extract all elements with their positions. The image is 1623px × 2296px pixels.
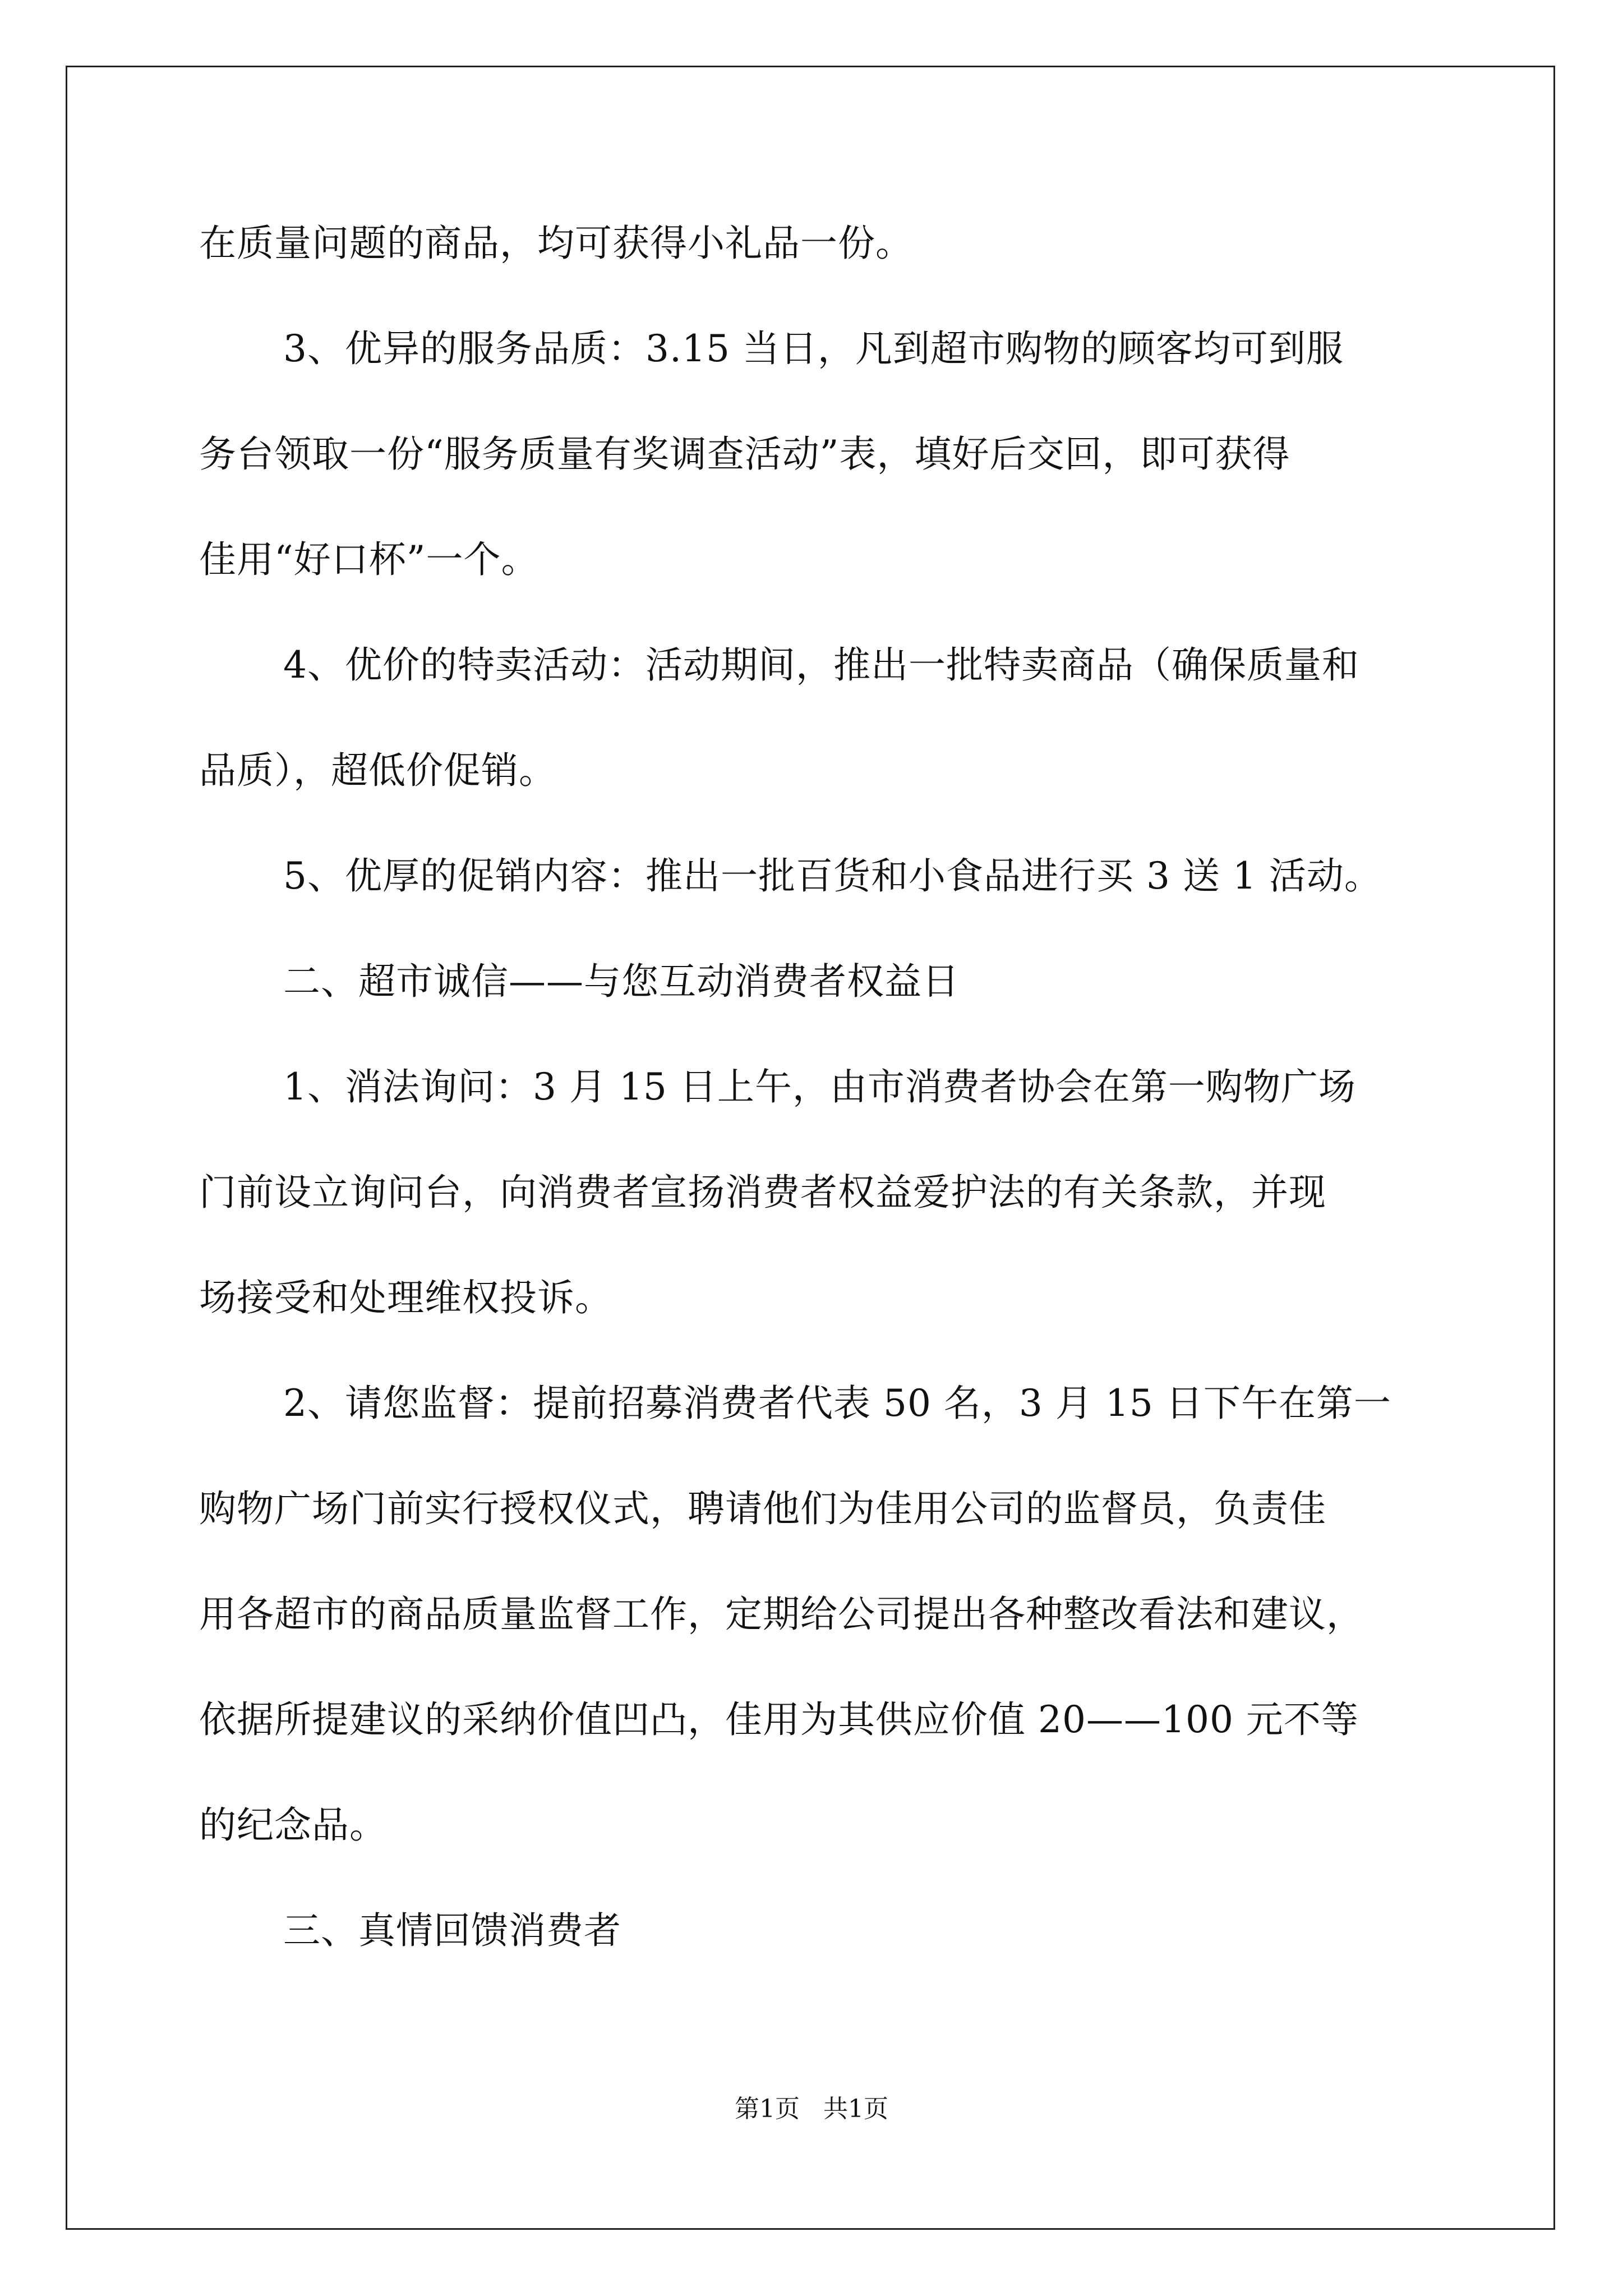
paragraph-line: 1、消法询问：3 月 15 日上午，由市消费者协会在第一购物广场 (283, 1065, 1356, 1108)
paragraph-line: 佳用“好口杯”一个。 (199, 538, 539, 581)
page-footer (0, 2092, 1623, 2126)
paragraph-line: 务台领取一份“服务质量有奖调查活动”表，填好后交回，即可获得 (199, 432, 1290, 476)
paragraph-line: 场接受和处理维权投诉。 (199, 1276, 612, 1319)
paragraph-line: 依据所提建议的采纳价值凹凸，佳用为其供应价值 20——100 元不等 (199, 1698, 1359, 1741)
document-body (199, 191, 1433, 1984)
paragraph-line: 2、请您监督：提前招募消费者代表 50 名，3 月 15 日下午在第一 (283, 1382, 1391, 1425)
paragraph-line: 在质量问题的商品，均可获得小礼品一份。 (199, 222, 913, 265)
paragraph-line: 门前设立询问台，向消费者宣扬消费者权益爱护法的有关条款，并现 (199, 1171, 1326, 1214)
paragraph-line: 4、优价的特卖活动：活动期间，推出一批特卖商品（确保质量和 (283, 643, 1359, 687)
page-number: 第1页 共1页 (735, 2095, 888, 2123)
paragraph-line: 品质），超低价促销。 (199, 749, 556, 792)
paragraph-line: 5、优厚的促销内容：推出一批百货和小食品进行买 3 送 1 活动。 (283, 854, 1382, 898)
section-heading: 三、真情回馈消费者 (283, 1909, 621, 1952)
paragraph-line: 购物广场门前实行授权仪式，聘请他们为佳用公司的监督员，负责佳 (199, 1487, 1326, 1530)
paragraph-line: 用各超市的商品质量监督工作，定期给公司提出各种整改看法和建议， (199, 1593, 1364, 1636)
section-heading: 二、超市诚信——与您互动消费者权益日 (283, 960, 960, 1003)
paragraph-line: 3、优异的服务品质：3.15 当日，凡到超市购物的顾客均可到服 (283, 327, 1344, 370)
paragraph-line: 的纪念品。 (199, 1803, 387, 1847)
